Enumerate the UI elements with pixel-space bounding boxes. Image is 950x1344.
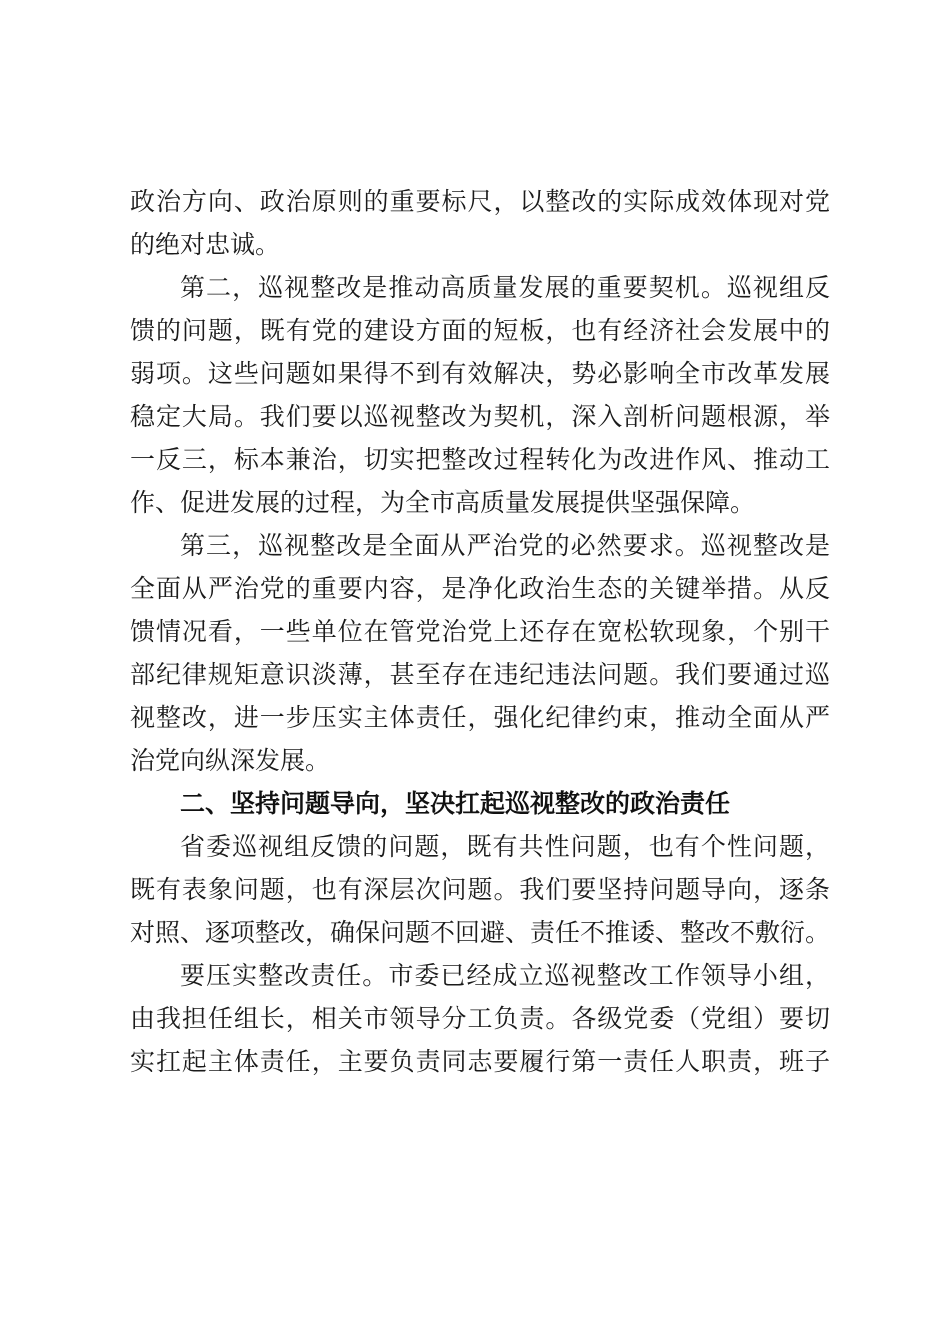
text-line: 第三，巡视整改是全面从严治党的必然要求。巡视整改是	[180, 531, 830, 560]
text-line: 要压实整改责任。市委已经成立巡视整改工作领导小组，	[180, 961, 830, 990]
text-line: 全面从严治党的重要内容，是净化政治生态的关键举措。从反	[130, 574, 830, 603]
text-line: 弱项。这些问题如果得不到有效解决，势必影响全市改革发展	[130, 359, 830, 388]
text-line: 馈的问题，既有党的建设方面的短板，也有经济社会发展中的	[130, 316, 830, 345]
section-heading-2	[130, 782, 830, 825]
text-line: 部纪律规矩意识淡薄，甚至存在违纪违法问题。我们要通过巡	[130, 660, 830, 689]
paragraph-second-point	[130, 266, 830, 524]
text-line: 对照、逐项整改，确保问题不回避、责任不推诿、整改不敷衍。	[130, 918, 831, 947]
text-line: 作、促进发展的过程，为全市高质量发展提供坚强保障。	[130, 488, 756, 517]
text-line: 政治方向、政治原则的重要标尺，以整改的实际成效体现对党	[130, 187, 830, 216]
text-line: 第二，巡视整改是推动高质量发展的重要契机。巡视组反	[180, 273, 830, 302]
text-line: 的绝对忠诚。	[130, 230, 281, 259]
text-line: 省委巡视组反馈的问题，既有共性问题，也有个性问题，	[180, 832, 830, 861]
paragraph-continuation	[130, 180, 830, 266]
text-line: 实扛起主体责任，主要负责同志要履行第一责任人职责，班子	[130, 1047, 830, 1076]
document-body	[130, 180, 830, 1083]
text-line: 由我担任组长，相关市领导分工负责。各级党委（党组）要切	[130, 1004, 830, 1033]
paragraph-problem-orientation	[130, 825, 830, 954]
text-line: 视整改，进一步压实主体责任，强化纪律约束，推动全面从严	[130, 703, 830, 732]
text-line: 稳定大局。我们要以巡视整改为契机，深入剖析问题根源，举	[130, 402, 830, 431]
paragraph-third-point	[130, 524, 830, 782]
text-line: 治党向纵深发展。	[130, 746, 331, 775]
text-line: 既有表象问题，也有深层次问题。我们要坚持问题导向，逐条	[130, 875, 830, 904]
section-heading: 二、坚持问题导向，坚决扛起巡视整改的政治责任	[180, 789, 731, 818]
paragraph-responsibility	[130, 954, 830, 1083]
text-line: 馈情况看，一些单位在管党治党上还存在宽松软现象，个别干	[130, 617, 830, 646]
text-line: 一反三，标本兼治，切实把整改过程转化为改进作风、推动工	[130, 445, 830, 474]
